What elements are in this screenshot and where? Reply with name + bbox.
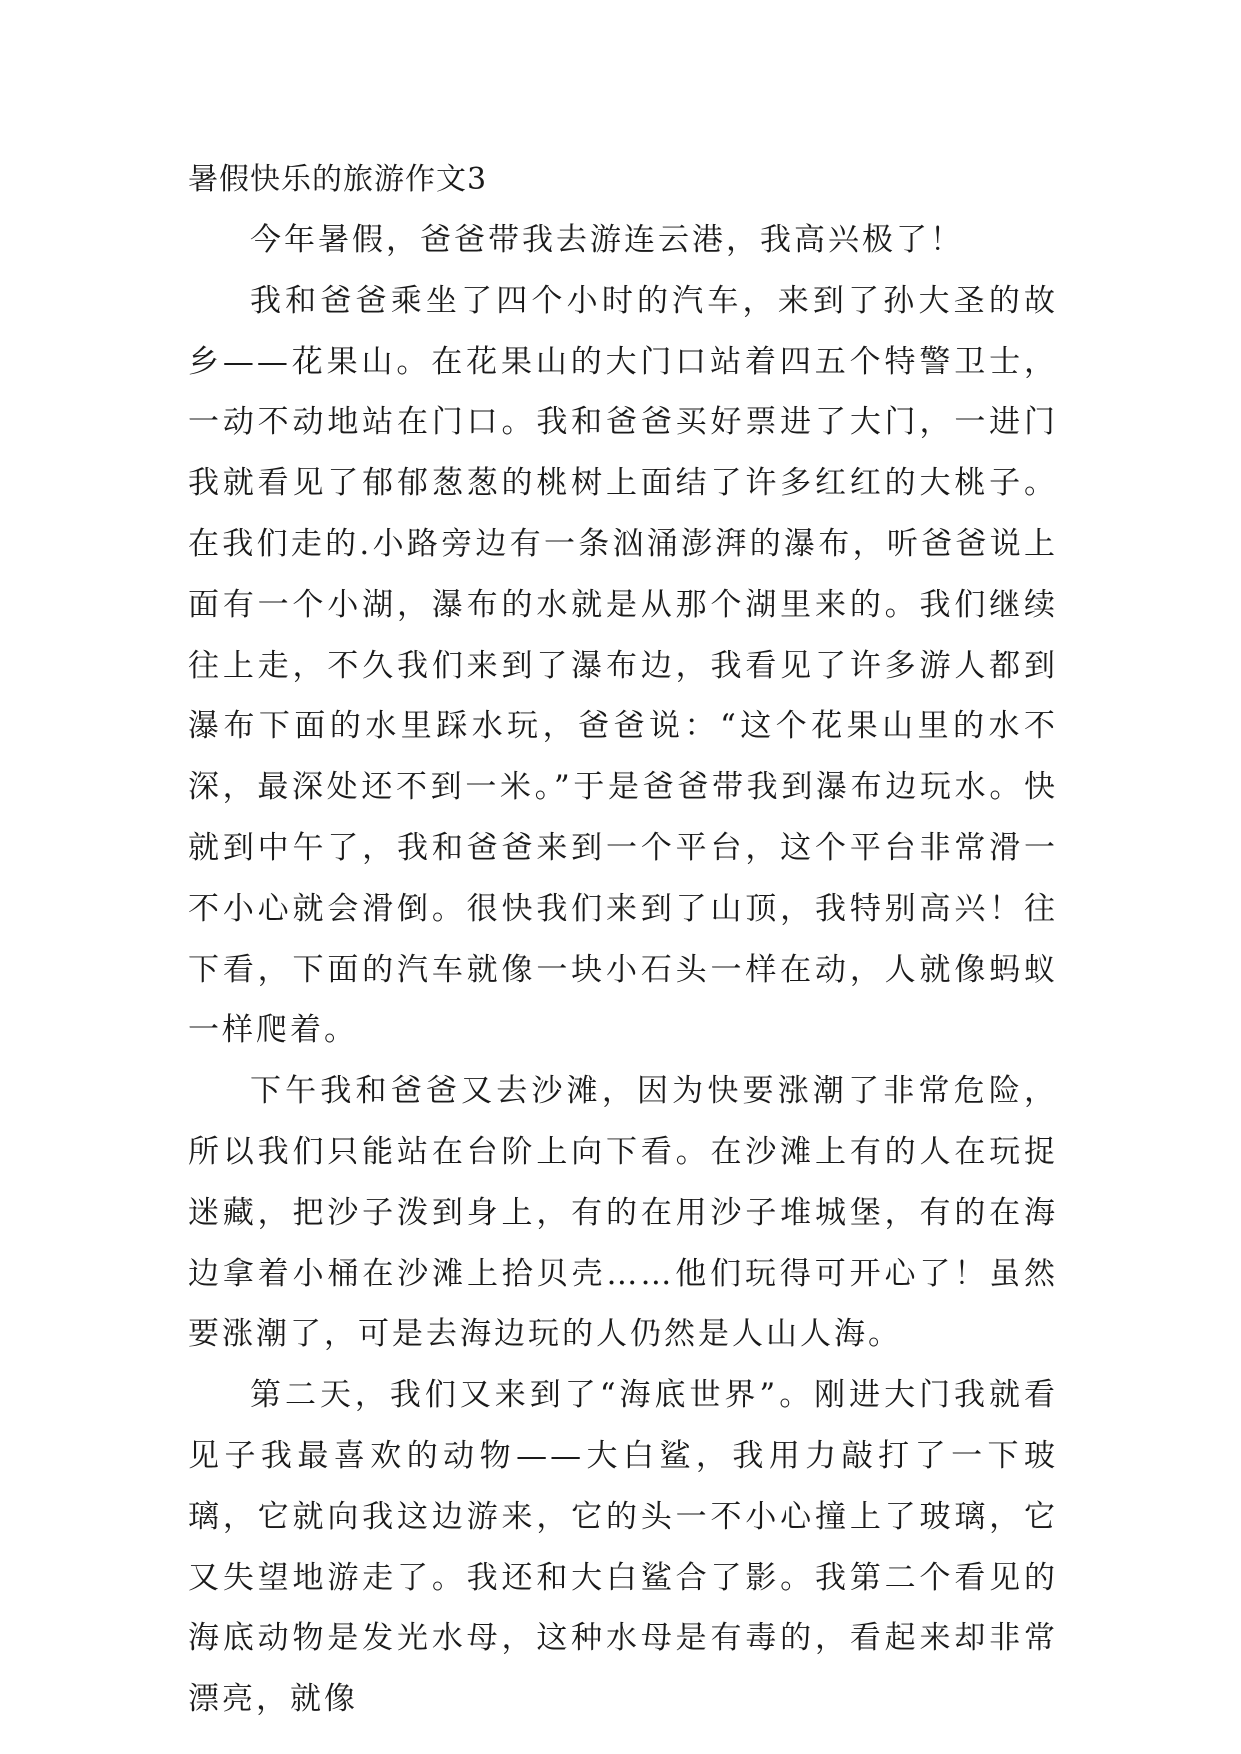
document-body: [188, 150, 1058, 1730]
paragraph-1: 今年暑假，爸爸带我去游连云港，我高兴极了！: [250, 222, 964, 258]
paragraph-4: 第二天，我们又来到了“海底世界”。刚进大门我就看见子我最喜欢的动物——大白鲨，我用力敲打了一下玻璃，它就向我这边游来，它的头一不小心撞上了玻璃，它又失望地游走了。我还和大白鲨合了影。我第二个看见的海底动物是发光水母，这种水母是有毒的，看起来却非常漂亮，就像: [188, 1377, 1058, 1718]
paragraph-3: 下午我和爸爸又去沙滩，因为快要涨潮了非常危险，所以我们只能站在台阶上向下看。在沙滩上有的人在玩捉迷藏，把沙子泼到身上，有的在用沙子堆城堡，有的在海边拿着小桶在沙滩上拾贝壳……他们玩得可开心了！虽然要涨潮了，可是去海边玩的人仍然是人山人海。: [188, 1073, 1058, 1353]
paragraph-2: 我和爸爸乘坐了四个小时的汽车，来到了孙大圣的故乡——花果山。在花果山的大门口站着四五个特警卫士，一动不动地站在门口。我和爸爸买好票进了大门，一进门我就看见了郁郁葱葱的桃树上面结了许多红红的大桃子。在我们走的.小路旁边有一条汹涌澎湃的瀑布，听爸爸说上面有一个小湖，瀑布的水就是从那个湖里来的。我们继续往上走，不久我们来到了瀑布边，我看见了许多游人都到瀑布下面的水里踩水玩，爸爸说：“这个花果山里的水不深，最深处还不到一米。”于是爸爸带我到瀑布边玩水。快就到中午了，我和爸爸来到一个平台，这个平台非常滑一不小心就会滑倒。很快我们来到了山顶，我特别高兴！往下看，下面的汽车就像一块小石头一样在动，人就像蚂蚁一样爬着。: [188, 282, 1058, 1049]
document-title: 暑假快乐的旅游作文3: [188, 162, 488, 197]
